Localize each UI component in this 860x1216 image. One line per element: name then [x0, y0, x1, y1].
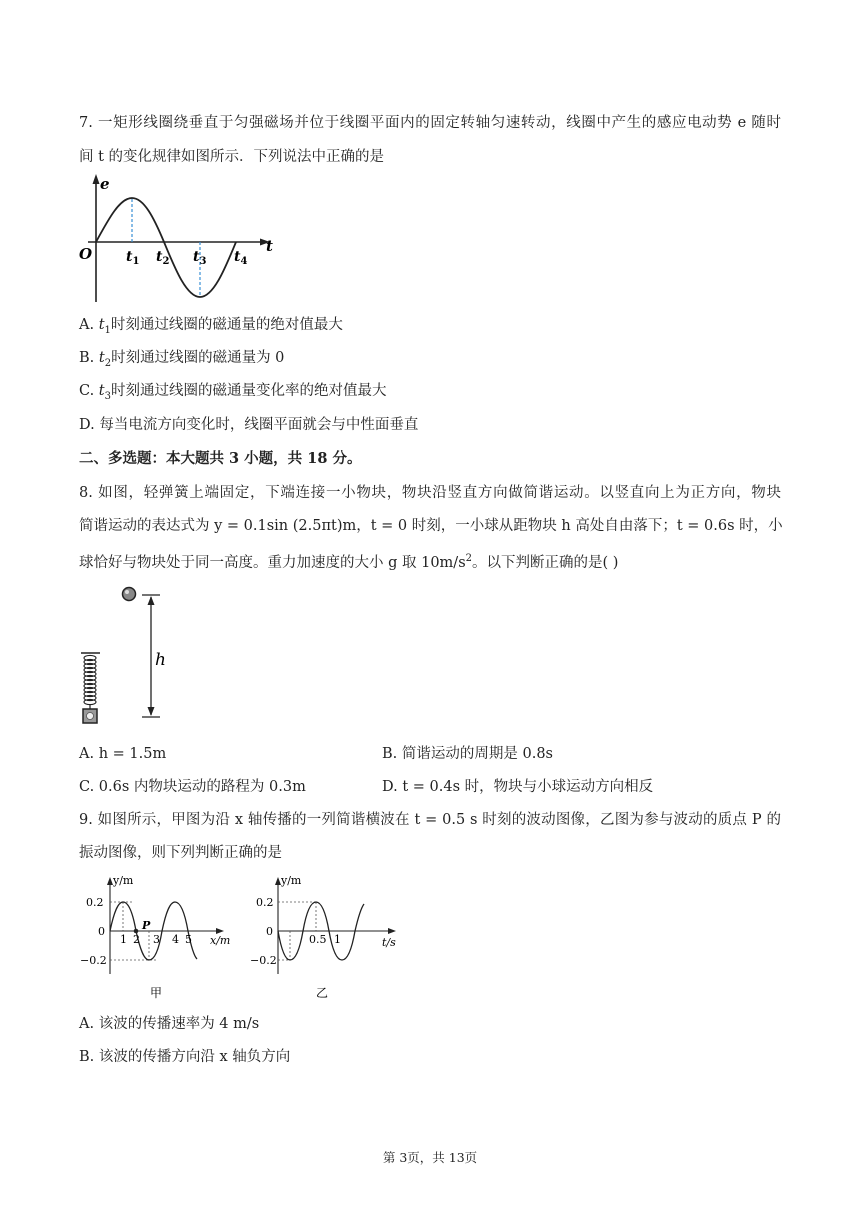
q9-option-a: A. 该波的传播速率为 4 m/s	[79, 1016, 260, 1032]
page-footer: 第 3页，共 13页	[382, 1150, 478, 1165]
jia-point-p-label: P	[142, 919, 151, 932]
q7-y-axis-label: e	[100, 175, 110, 193]
yi-y-axis-label: y/m	[281, 874, 302, 887]
q7-origin-label: O	[79, 245, 93, 263]
q7-option-a: A. $t_1$时刻通过线圈的磁通量的绝对值最大	[79, 317, 343, 336]
jia-y-tick-neg-0-2: −0.2	[80, 954, 107, 967]
section-heading-multi-choice: 二、多选题：本大题共 3 小题，共 18 分。	[79, 450, 362, 467]
q8-line-3: 球恰好与物块处于同一高度。重力加速度的大小 g 取 $10m/s^2$。以下判断正确的是( )	[79, 553, 619, 571]
q7-tick-t1: $t_1$	[126, 249, 140, 267]
q9-wave-graph-jia	[78, 874, 248, 1004]
q7-tick-t2: $t_2$	[156, 249, 170, 267]
q7-line-2: 间 t 的变化规律如图所示．下列说法中正确的是	[79, 149, 385, 165]
q7-option-c: C. $t_3$时刻通过线圈的磁通量变化率的绝对值最大	[79, 383, 387, 402]
q8-spring-ball-figure	[78, 582, 188, 728]
yi-x-tick-0-5: 0.5	[309, 933, 327, 946]
jia-caption: 甲	[150, 986, 163, 1000]
q8-option-b: B. 简谐运动的周期是 0.8s	[382, 746, 553, 762]
jia-x-tick-1: 1	[120, 933, 127, 946]
q7-emf-graph	[76, 172, 280, 306]
q7-option-d: D. 每当电流方向变化时，线圈平面就会与中性面垂直	[79, 417, 419, 433]
jia-x-tick-3: 3	[153, 933, 160, 946]
jia-y-axis-label: y/m	[113, 874, 134, 887]
q8-line-2: 简谐运动的表达式为 y = 0.1sin (2.5πt)m，t = 0 时刻，一小球从距物块 h 高处自由落下；t = 0.6s 时，小	[79, 518, 783, 534]
jia-x-tick-5: 5	[185, 933, 192, 946]
q7-line-1: 7. 一矩形线圈绕垂直于匀强磁场并位于线圈平面内的固定转轴匀速转动，线圈中产生的感应电动势 e 随时	[79, 115, 781, 131]
q7-x-axis-label: t	[266, 237, 273, 255]
ball-icon	[123, 588, 136, 601]
q8-line-1: 8. 如图，轻弹簧上端固定，下端连接一小物块，物块沿竖直方向做简谐运动。以竖直向上为正方向，物块	[79, 485, 781, 501]
q8-option-c: C. 0.6s 内物块运动的路程为 0.3m	[79, 779, 306, 795]
yi-y-tick-0: 0	[266, 925, 273, 938]
q9-line-2: 振动图像，则下列判断正确的是	[79, 845, 282, 861]
yi-x-axis-label: t/s	[382, 936, 396, 949]
jia-x-axis-label: x/m	[210, 934, 231, 947]
yi-y-tick-neg-0-2: −0.2	[250, 954, 277, 967]
q7-tick-t3: $t_3$	[193, 249, 207, 267]
q8-option-d: D. t = 0.4s 时，物块与小球运动方向相反	[382, 779, 654, 795]
jia-y-tick-0: 0	[98, 925, 105, 938]
yi-caption: 乙	[316, 986, 329, 1000]
q9-line-1: 9. 如图所示，甲图为沿 x 轴传播的一列简谐横波在 t = 0.5 s 时刻的波动图像，乙图为参与波动的质点 P 的	[79, 812, 781, 828]
q9-option-b: B. 该波的传播方向沿 x 轴负方向	[79, 1049, 291, 1065]
yi-y-tick-0-2: 0.2	[256, 896, 274, 909]
q8-h-label: h	[155, 650, 166, 670]
jia-y-tick-0-2: 0.2	[86, 896, 104, 909]
q8-option-a: A. h = 1.5m	[79, 746, 167, 762]
jia-x-tick-4: 4	[172, 933, 179, 946]
spring-icon	[84, 655, 96, 704]
jia-x-tick-2: 2	[133, 933, 140, 946]
yi-x-tick-1: 1	[334, 933, 341, 946]
q7-option-b: B. $t_2$时刻通过线圈的磁通量为 0	[79, 350, 285, 369]
q7-tick-t4: $t_4$	[234, 249, 248, 267]
q9-vibration-graph-yi	[250, 874, 410, 1004]
